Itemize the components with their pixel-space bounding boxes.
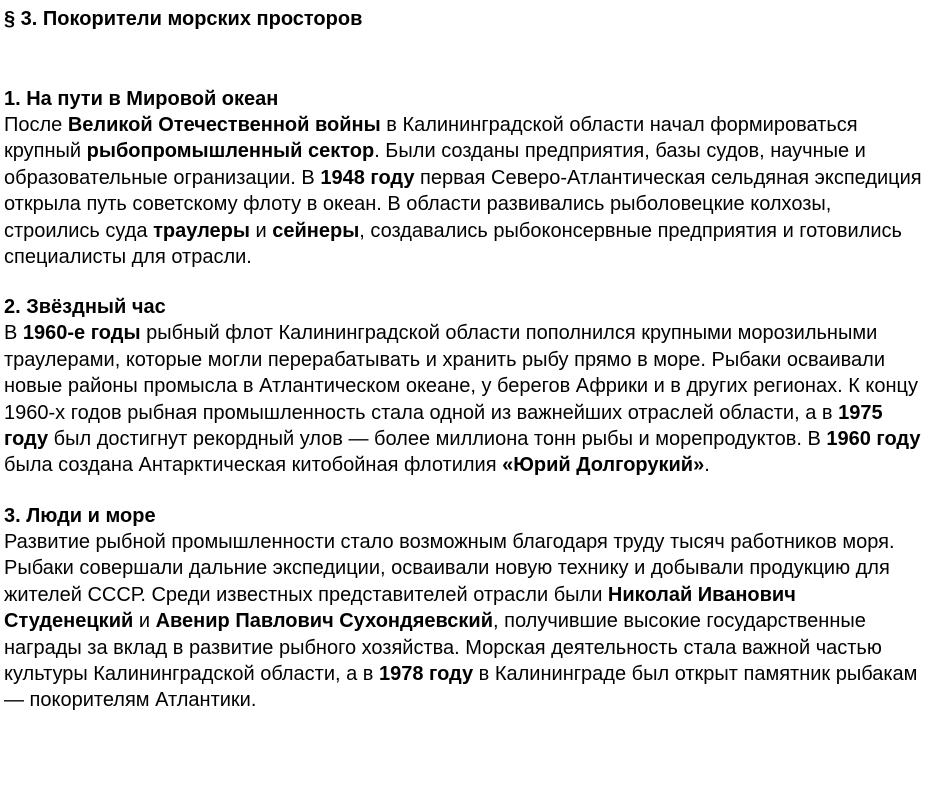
- section-heading: 1. На пути в Мировой океан: [4, 88, 279, 110]
- bold-term: 1975 году: [4, 401, 883, 451]
- text-run: была создана Антарктическая китобойная флотилия: [4, 454, 503, 477]
- bold-term: рыбопромышленный сектор: [86, 140, 375, 163]
- section-paragraph: [4, 320, 930, 478]
- bold-term: траулеры: [153, 219, 250, 242]
- page-title: § 3. Покорители морских просторов: [4, 8, 363, 30]
- text-run: был достигнут рекордный улов — более миллиона тонн рыбы и морепродуктов. В: [48, 428, 827, 451]
- text-run: и: [249, 219, 273, 242]
- section-spacer: [4, 479, 930, 503]
- bold-term: Авенир Павлович Сухондяевский: [155, 610, 494, 633]
- text-run: Развитие рыбной промышленности стало возможным благодаря труду тысяч работников моря. Рыбаки совершали дальние экспедиции, осваивали новую технику и добывали продукцию для жителей СССР. Среди известных представителей отрасли были: [4, 530, 895, 606]
- text-run: в Калининградской области начал формироваться крупный: [4, 114, 858, 163]
- text-run: и: [133, 610, 156, 633]
- section-2: [4, 294, 930, 478]
- text-run: рыбный флот Калининградской области пополнился крупными морозильными траулерами, которые могли перерабатывать и хранить рыбу прямо в море. Рыбаки осваивали новые районы промысла в Атлантическом океане, у берегов Африки и в других регионах. К концу 1960-х годов рыбная промышленность стала одной из важнейших отраслей области, а в: [4, 322, 918, 424]
- text-run: в Калининграде был открыт памятник рыбакам — покорителям Атлантики.: [4, 662, 918, 712]
- section-3: [4, 503, 930, 714]
- bold-term: «Юрий Долгорукий»: [502, 454, 705, 477]
- text-run: . Были созданы предприятия, базы судов, научные и образовательные огранизации. В: [4, 140, 866, 189]
- title-spacer: [4, 32, 930, 86]
- bold-term: 1948 году: [320, 166, 415, 189]
- bold-term: 1960-е годы: [22, 322, 141, 345]
- section-paragraph: [4, 529, 930, 714]
- text-run: После: [4, 114, 68, 136]
- section-spacer: [4, 270, 930, 294]
- text-run: , создавались рыбоконсервные предприятия и готовились специалисты для отрасли.: [4, 219, 902, 269]
- bold-term: Николай Иванович Студенецкий: [4, 583, 796, 633]
- bold-term: 1978 году: [378, 662, 474, 685]
- section-paragraph: [4, 112, 930, 270]
- section-heading: 3. Люди и море: [4, 504, 156, 527]
- section-1: [4, 86, 930, 270]
- text-run: , получившие высокие государственные награды за вклад в развитие рыбного хозяйства. Морская деятельность стала важной частью культуры Калининградской области, а в: [4, 610, 882, 685]
- section-heading: 2. Звёздный час: [4, 296, 166, 319]
- bold-term: Великой Отечественной войны: [67, 114, 381, 136]
- text-run: .: [704, 454, 710, 477]
- text-run: В: [4, 322, 23, 345]
- text-run: первая Северо-Атлантическая сельдяная экспедиция открыла путь советскому флоту в океан. В области развивались рыболовецкие колхозы, строились суда: [4, 166, 922, 242]
- bold-term: сейнеры: [272, 219, 360, 242]
- bold-term: 1960 году: [826, 428, 921, 451]
